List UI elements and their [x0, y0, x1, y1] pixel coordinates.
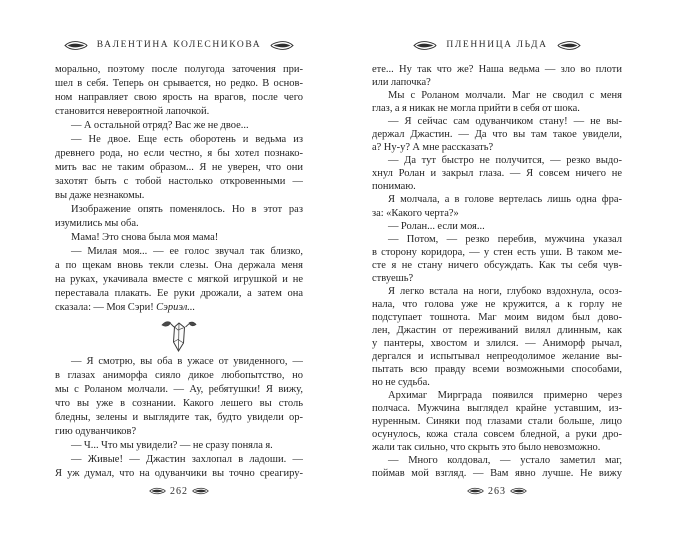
text-line: дергался и испытывал непреодолимое желание вы- [372, 351, 622, 363]
text-line: становится невероятной лапочкой. [55, 106, 210, 117]
left-page-text [55, 63, 303, 481]
text-line: древнего рода, но если честно, я бы хотел познако- [55, 148, 303, 159]
text-line: ном направляет свою ярость на врагов, после чего [55, 92, 303, 103]
text-line: — Ч... Что мы увидели? — не сразу поняла я. [71, 440, 273, 451]
leaf-ornament-icon [192, 487, 209, 495]
text-line: морально, поэтому после полугода заточения при- [55, 64, 303, 75]
running-title-author: ВАЛЕНТИНА КОЛЕСНИКОВА [96, 40, 262, 50]
text-line: или лапочка? [372, 77, 431, 89]
left-page-header [55, 38, 303, 52]
page-number: 262 [170, 485, 188, 497]
leaf-ornament-icon [467, 487, 484, 495]
text-line: Мама! Это снова была моя мама! [71, 232, 219, 243]
leaf-ornament-icon [557, 40, 581, 51]
crystal-divider-icon [158, 317, 200, 353]
text-line: — Не двое. Еще есть оборотень и ведьма из [71, 134, 303, 145]
left-page [55, 36, 303, 514]
text-line: сте я не стану ничего обсуждать. Как ты себя чув- [372, 259, 622, 271]
text-line: мить вас не таким образом... Я не уверен, что они [55, 162, 303, 173]
text-line: полчаса. Мужчина выглядел крайне уставшим, из- [372, 403, 622, 415]
text-line: — Потом, — резко перебив, мужчина указал [388, 233, 622, 245]
text-line: за: «Какого черта?» [372, 207, 459, 219]
leaf-ornament-icon [149, 487, 166, 495]
text-line: Я молчала, а в голове вертелась лишь одна фра- [388, 194, 622, 206]
text-line: мы с Роланом молчали. — Ау, ребятушки! Я вижу, [55, 384, 303, 395]
text-line: а по щекам вновь текли слезы. Она держала меня [55, 260, 303, 271]
text-line: жали так сильно, что скрыть это было невозможно. [372, 442, 601, 454]
text-line: — Милая моя... — ее голос звучал так близко, [71, 246, 303, 257]
text-line: Изображение опять поменялось. Но в этот раз [71, 204, 303, 215]
text-line: ете... Ну так что же? Наша ведьма — зло во плоти [372, 64, 622, 75]
text-line: на руках, укачивала вместе с мягкой игрушкой и не [55, 274, 303, 285]
text-line: подступает тошнота. Маг моим видом был дово- [372, 311, 622, 323]
text-line: вы даже незнакомы. [55, 190, 145, 201]
text-line: а? Ну-у? А мне рассказать? [372, 142, 494, 154]
right-page [372, 36, 622, 514]
text-line: изумились мы оба. [55, 218, 139, 229]
text-line: бледны, зелены и выглядите так, будто увидели ор- [55, 412, 303, 423]
text-line: понимаю. [372, 181, 416, 193]
text-line: Архимаг Мирграда появился примерно через [388, 390, 622, 402]
text-line: лен, Джастин от переживаний вилял длинным, как [372, 324, 622, 336]
text-line: поймав мой взгляд. — Вам явно лучше. Не вижу [372, 468, 622, 480]
text-line: сказала: — Моя Сэри! Сэриэл... [55, 302, 196, 313]
text-line: но не судьба. [372, 377, 430, 389]
text-line: — Живые! — Джастин захлопал в ладоши. — [71, 454, 303, 465]
text-line: в глазах аниморфа сияло дикое любопытство, но [55, 370, 303, 381]
text-line: шел в себя. Теперь он срывается, но редко. В основ- [55, 78, 303, 89]
text-line: пытать всю правду всеми возможными способами, [372, 364, 622, 376]
text-line: Я легко встала на ноги, глубоко вздохнула, осоз- [388, 285, 622, 297]
right-page-header [372, 38, 622, 52]
leaf-ornament-icon [510, 487, 527, 495]
text-line: переставала плакать. Ее руки дрожали, а затем она [55, 288, 303, 299]
section-divider [55, 315, 303, 355]
text-line: Мы с Роланом молчали. Маг не сводил с меня [388, 90, 622, 102]
text-line: гию одуванчиков? [55, 426, 137, 437]
right-page-text [372, 63, 622, 481]
text-line: осунулось, кожа стала совсем бледной, а руки дро- [372, 429, 622, 441]
text-line: нала, что голова уже не кружится, а к горлу не [372, 298, 622, 310]
page-number: 263 [488, 485, 506, 497]
text-line: что вы уже в сознании. Какого лешего вы столь [55, 398, 303, 409]
text-line: Я уж думал, что на одуванчики вы точно среагиру- [55, 468, 303, 479]
text-line: ствуешь? [372, 272, 414, 284]
left-page-footer [55, 484, 303, 498]
text-line: нуренным. Синяки под глазами стали больше, лицо [372, 416, 622, 428]
leaf-ornament-icon [64, 40, 88, 51]
text-line: — Много колдовал, — устало заметил маг, [388, 455, 622, 467]
running-title-book: ПЛЕННИЦА ЛЬДА [446, 40, 548, 50]
text-line: у пантеры, хвостом и злился. — Аниморф рычал, [372, 337, 622, 349]
text-line: — Я сейчас сам одуванчиком стану! — не вы- [388, 116, 622, 128]
text-line: — Да тут быстро не получится, — резко выдо- [388, 155, 622, 167]
text-line: — Ролан... если моя... [388, 220, 485, 232]
leaf-ornament-icon [270, 40, 294, 51]
text-line: держал Джастин. — Да что вы там такое увидели, [372, 129, 622, 141]
right-page-footer [372, 484, 622, 498]
text-line: — Я смотрю, вы оба в ужасе от увиденного, — [71, 356, 303, 367]
text-line: глаз, а я никак не могла прийти в себя от шока. [372, 103, 580, 115]
text-line: — А остальной отряд? Вас же не двое... [71, 120, 249, 131]
text-line: захотят быть с тобой настолько откровенными — [55, 176, 303, 187]
leaf-ornament-icon [413, 40, 437, 51]
text-line: в сторону коридора, — у стен есть уши. В таком ме- [372, 246, 622, 258]
text-line: хнул Ролан и закрыл глаза. — Я совсем ничего не [372, 168, 622, 180]
